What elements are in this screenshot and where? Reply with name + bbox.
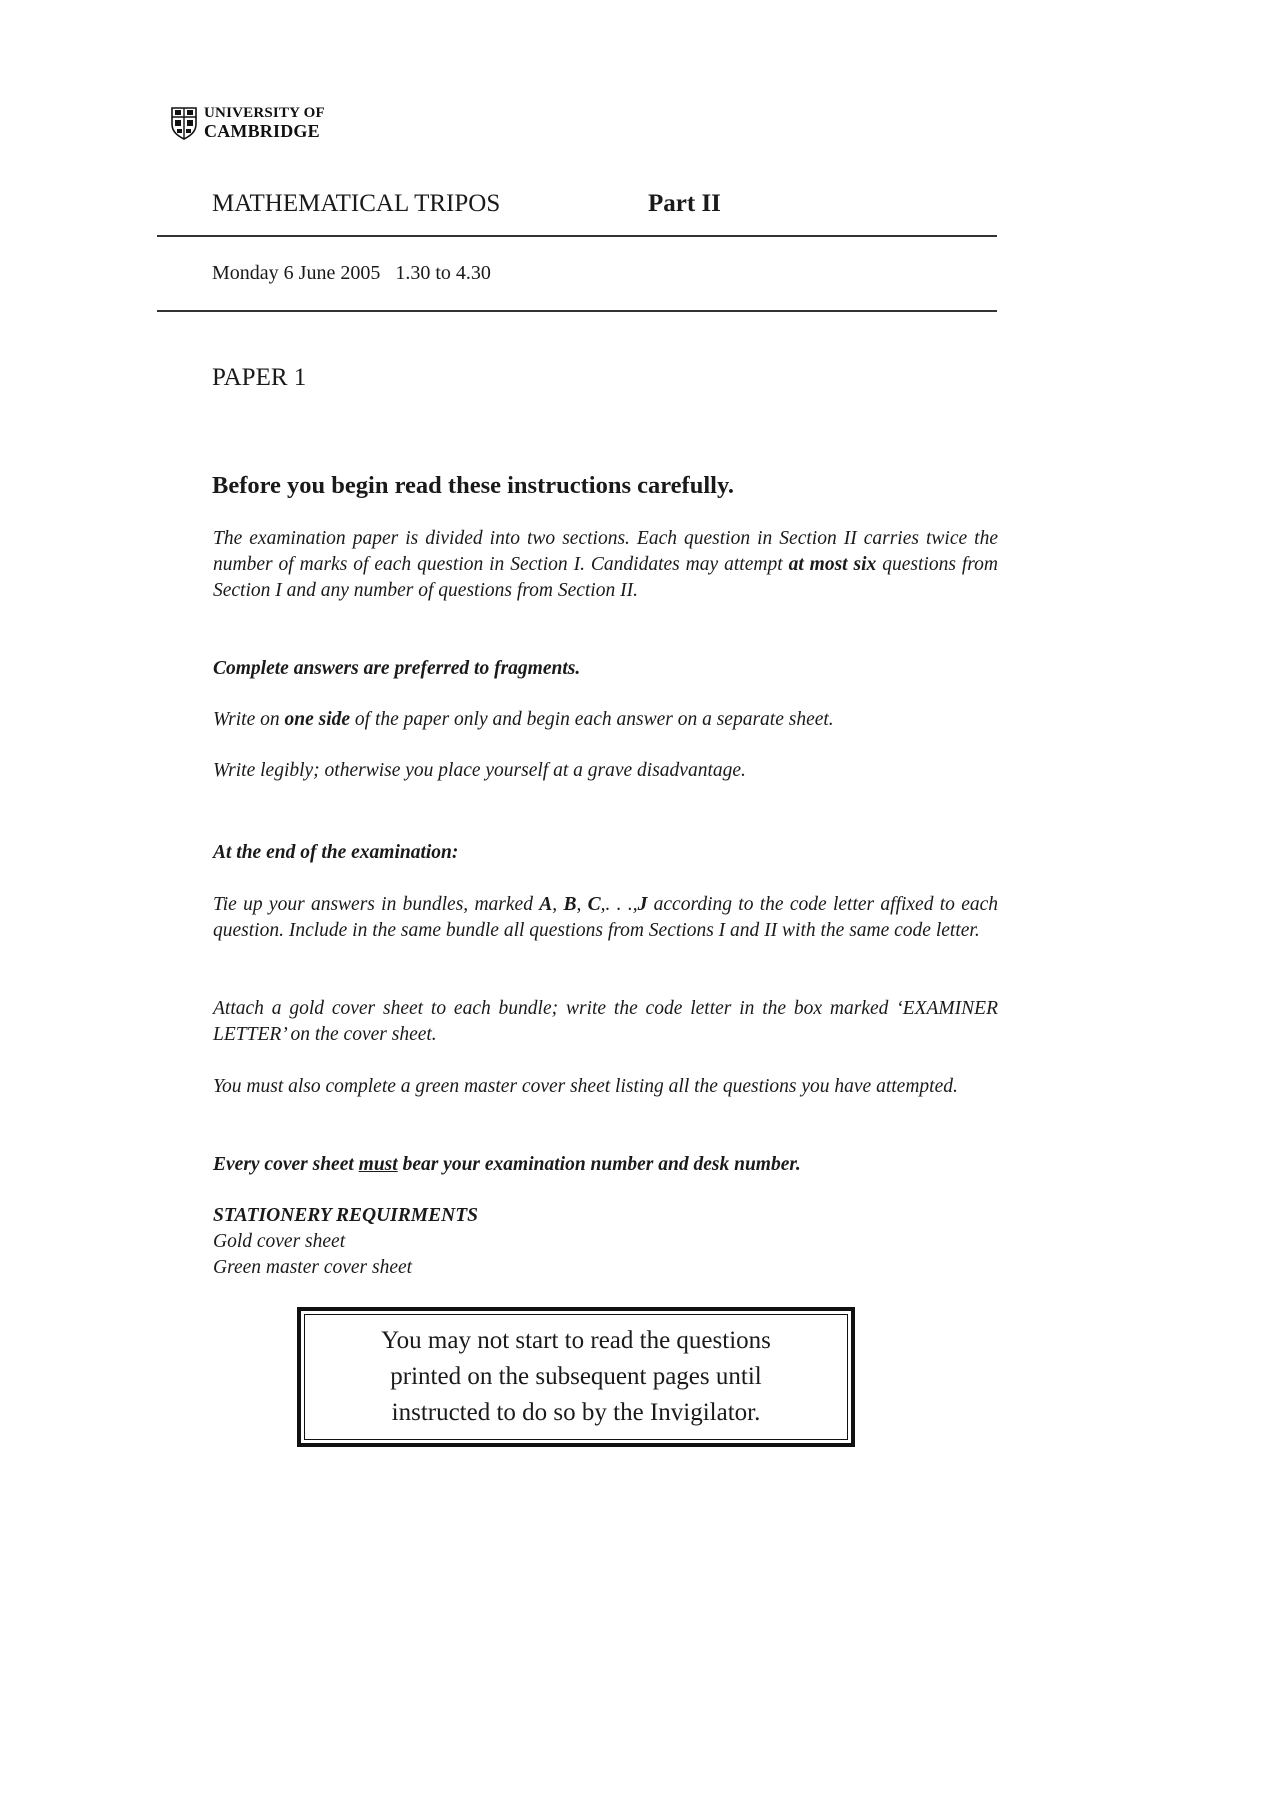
instruction-legibly: Write legibly; otherwise you place yourself at a grave disadvantage. xyxy=(213,760,746,781)
instruction-text: questions from Section I and any number of questions from Section II. xyxy=(213,554,998,601)
stationery-block xyxy=(213,1203,998,1281)
exam-time: 1.30 to 4.30 xyxy=(395,262,491,284)
end-text: Every cover sheet xyxy=(213,1154,359,1175)
logo-line1: UNIVERSITY OF xyxy=(204,105,325,121)
end-bundles xyxy=(213,892,998,944)
instructions-heading: Before you begin read these instructions carefully. xyxy=(212,472,734,499)
notice-line: instructed to do so by the Invigilator. xyxy=(391,1399,761,1426)
notice-line: printed on the subsequent pages until xyxy=(390,1363,762,1390)
instruction-text: The examination paper is divided into two sections. Each question in Section II carries twice the number of marks of each question in Section I. Candidates may attempt xyxy=(213,528,998,575)
code-letter: B xyxy=(563,894,577,915)
end-cover-sheet xyxy=(213,1152,998,1178)
end-text: ,. . ., xyxy=(600,894,638,915)
university-logo xyxy=(170,106,325,140)
notice-line: You may not start to read the questions xyxy=(381,1327,771,1354)
stationery-item: Gold cover sheet xyxy=(213,1231,346,1252)
exam-date: Monday 6 June 2005 xyxy=(212,262,381,284)
end-text: , xyxy=(576,894,588,915)
instruction-text: Write on xyxy=(213,709,285,730)
code-letter: C xyxy=(587,894,601,915)
end-text: , xyxy=(552,894,564,915)
instruction-emphasis: one side xyxy=(284,709,351,730)
header-rule-top xyxy=(157,235,997,237)
exam-title: MATHEMATICAL TRIPOS xyxy=(212,190,501,217)
exam-date-line xyxy=(212,262,491,285)
instruction-one-side xyxy=(213,707,998,733)
end-text: bear your examination number and desk number. xyxy=(397,1154,801,1175)
end-green-sheet: You must also complete a green master cover sheet listing all the questions you have attempted. xyxy=(213,1076,958,1097)
instruction-complete-answers: Complete answers are preferred to fragments. xyxy=(213,658,581,679)
instruction-sections xyxy=(213,526,998,604)
crest-icon xyxy=(170,106,198,140)
end-gold-sheet: Attach a gold cover sheet to each bundle; write the code letter in the box marked ‘EXAMINER LETTER’ on the cover sheet. xyxy=(213,998,998,1045)
stationery-heading: STATIONERY REQUIRMENTS xyxy=(213,1205,478,1226)
stationery-item: Green master cover sheet xyxy=(213,1257,413,1278)
instruction-emphasis: at most six xyxy=(788,554,877,575)
header-rule-bottom xyxy=(157,310,997,312)
paper-number: PAPER 1 xyxy=(212,364,307,391)
code-letter: A xyxy=(539,894,553,915)
exam-part: Part II xyxy=(648,190,721,217)
end-heading: At the end of the examination: xyxy=(213,842,459,863)
end-text: according to the code letter affixed to each question. Include in the same bundle all questions from Sections I and II with the same code letter. xyxy=(213,894,999,941)
code-letter: J xyxy=(637,894,648,915)
logo-line2: CAMBRIDGE xyxy=(204,121,320,141)
instruction-text: of the paper only and begin each answer on a separate sheet. xyxy=(350,709,834,730)
end-underlined: must xyxy=(358,1154,398,1175)
invigilator-notice-box xyxy=(297,1307,855,1447)
end-text: Tie up your answers in bundles, marked xyxy=(213,894,540,915)
